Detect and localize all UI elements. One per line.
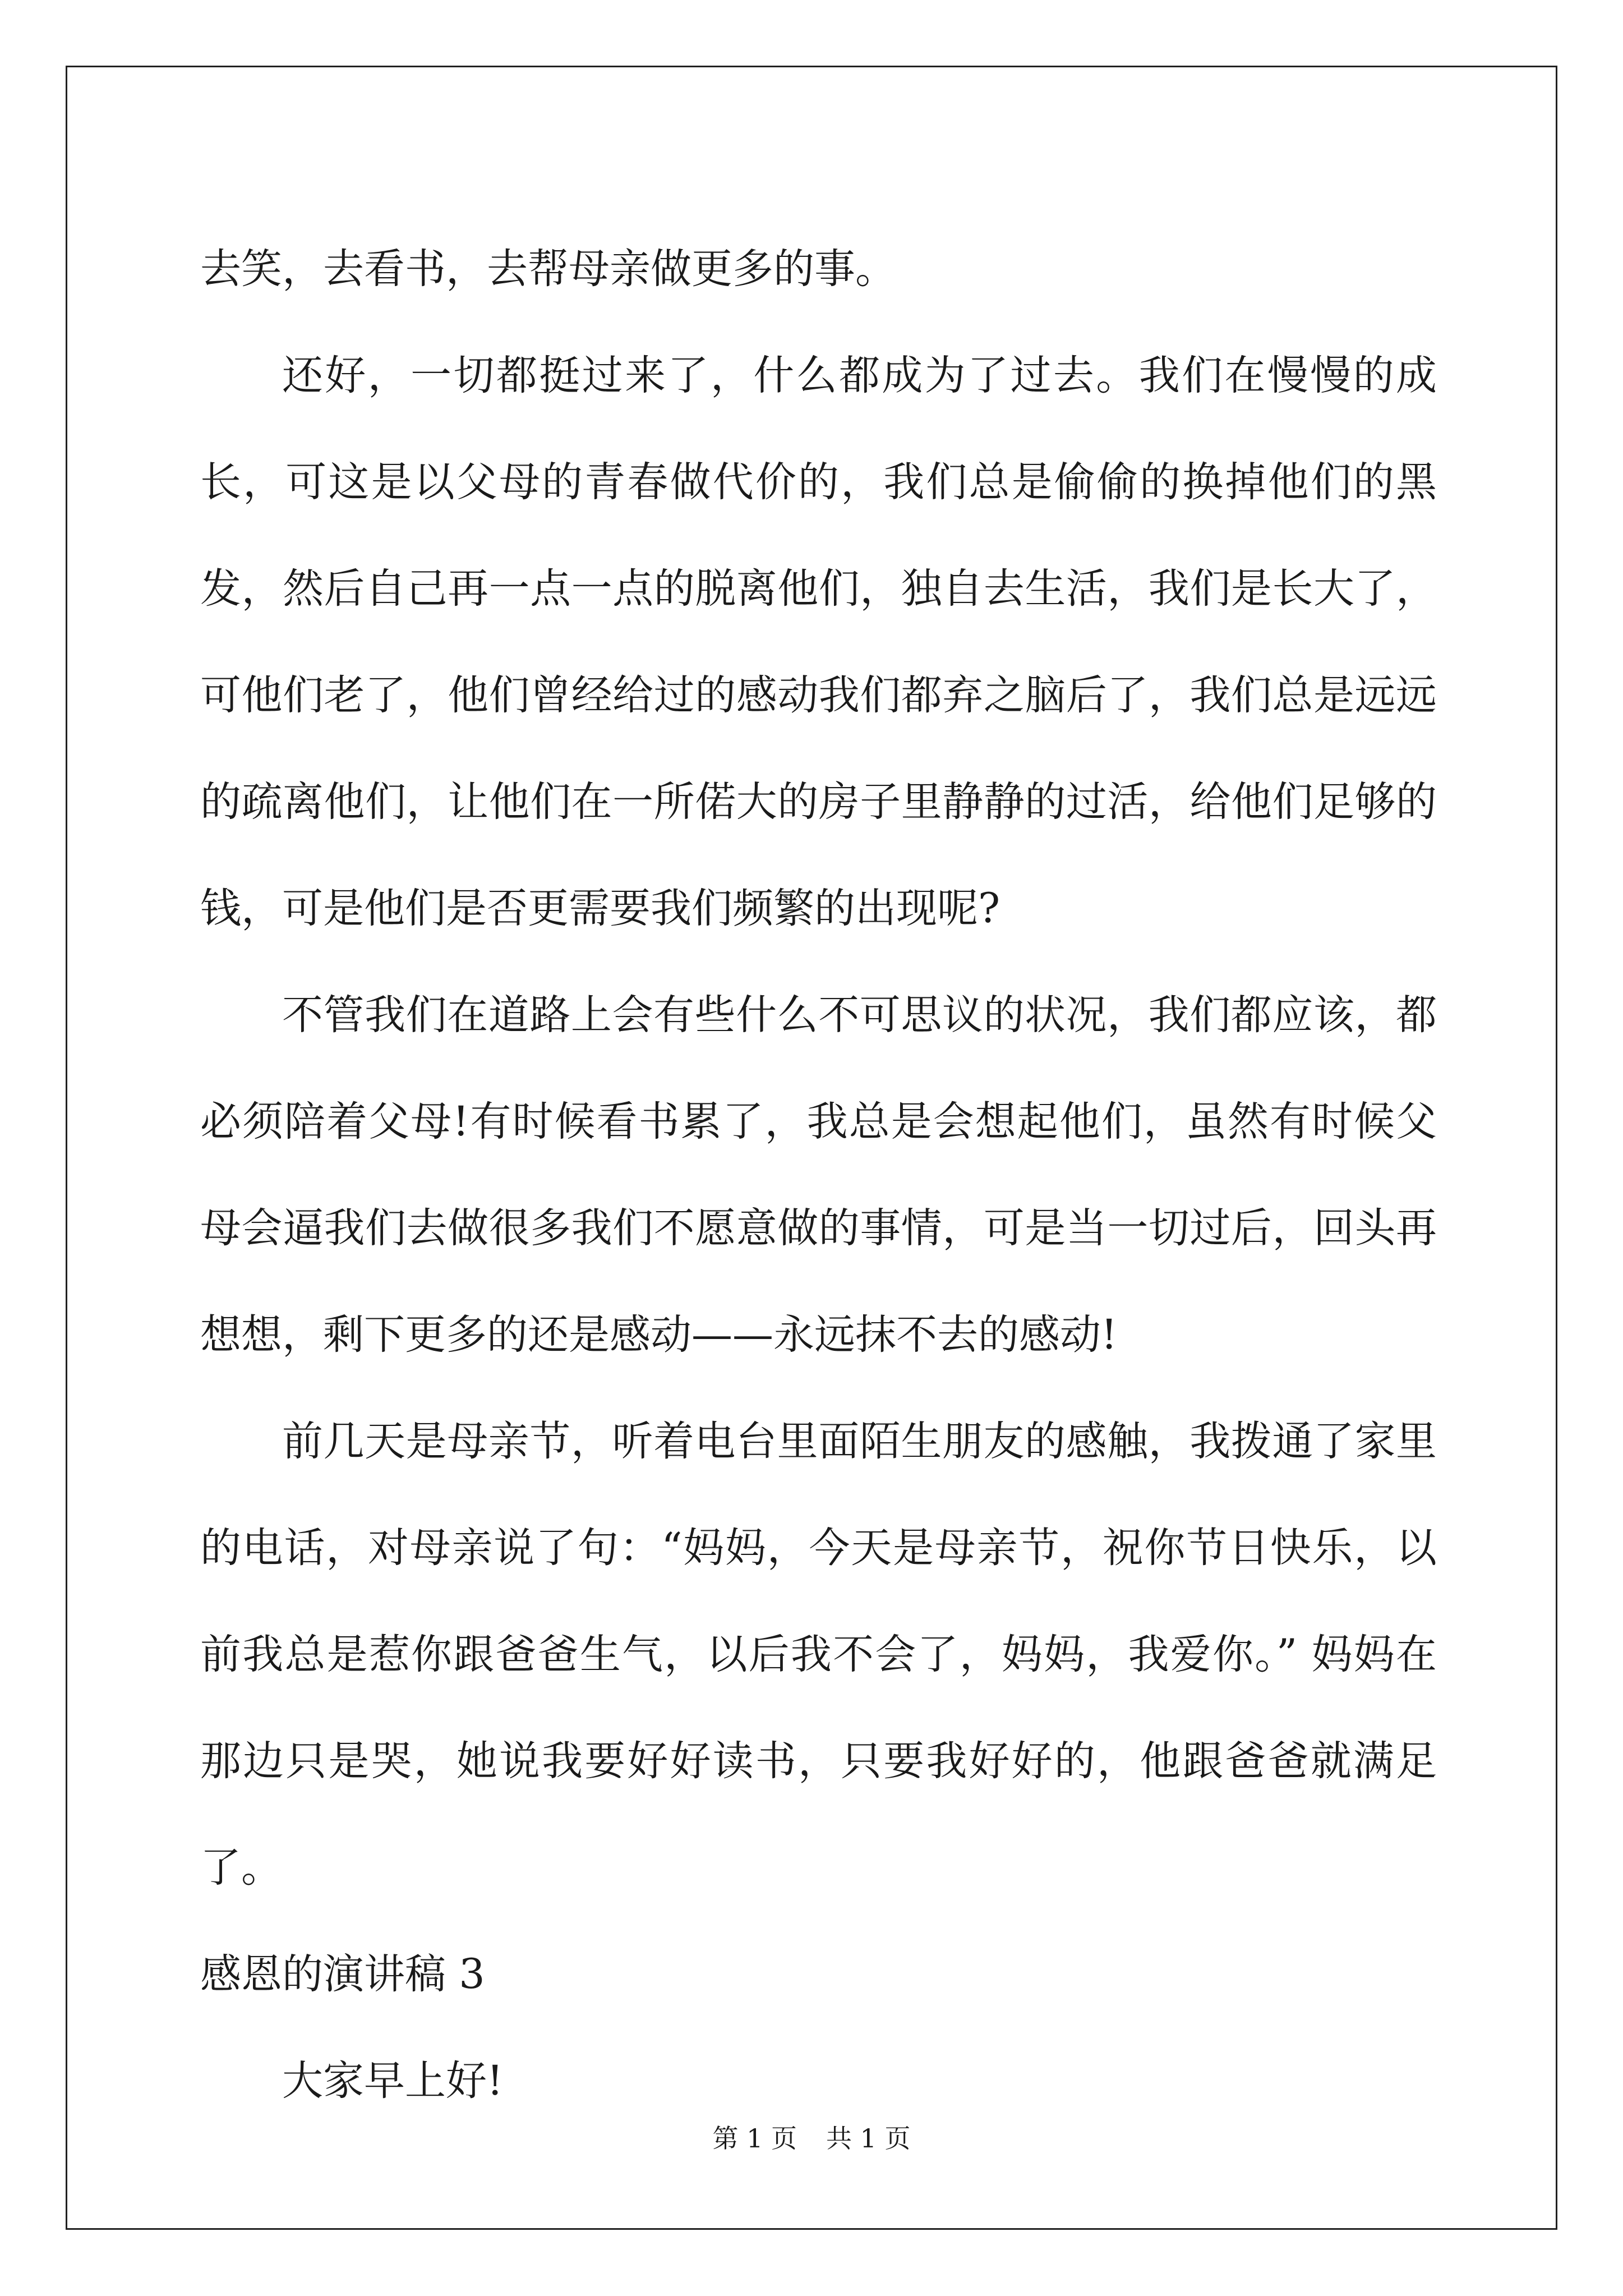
section-heading: 感恩的演讲稿 3 [200, 1950, 485, 1998]
page-footer [0, 2118, 1623, 2155]
paragraph-2: 还好，一切都挺过来了，什么都成为了过去。我们在慢慢的成长，可这是以父母的青春做代价的，我们总是偷偷的换掉他们的黑发，然后自己再一点一点的脱离他们，独自去生活，我们是长大了，可他们老了，他们曾经给过的感动我们都弃之脑后了，我们总是远远的疏离他们，让他们在一所偌大的房子里静静的过活，给他们足够的钱，可是他们是否更需要我们频繁的出现呢? [200, 352, 1437, 932]
document-body [200, 216, 1437, 2134]
paragraph-4: 前几天是母亲节，听着电台里面陌生朋友的感触，我拨通了家里的电话，对母亲说了句：“妈妈，今天是母亲节，祝你节日快乐，以前我总是惹你跟爸爸生气，以后我不会了，妈妈，我爱你。” 妈妈在那边只是哭，她说我要好好读书，只要我好好的，他跟爸爸就满足了。 [200, 1418, 1437, 1892]
greeting: 大家早上好! [282, 2057, 504, 2105]
paragraph-3: 不管我们在道路上会有些什么不可思议的状况，我们都应该，都必须陪着父母!有时候看书累了，我总是会想起他们，虽然有时候父母会逼我们去做很多我们不愿意做的事情，可是当一切过后，回头再想想，剩下更多的还是感动——永远抹不去的感动! [200, 991, 1437, 1359]
paragraph-1: 去笑，去看书，去帮母亲做更多的事。 [200, 245, 896, 293]
page-number: 第 1 页 [712, 2123, 797, 2154]
page-total: 共 1 页 [826, 2123, 911, 2154]
